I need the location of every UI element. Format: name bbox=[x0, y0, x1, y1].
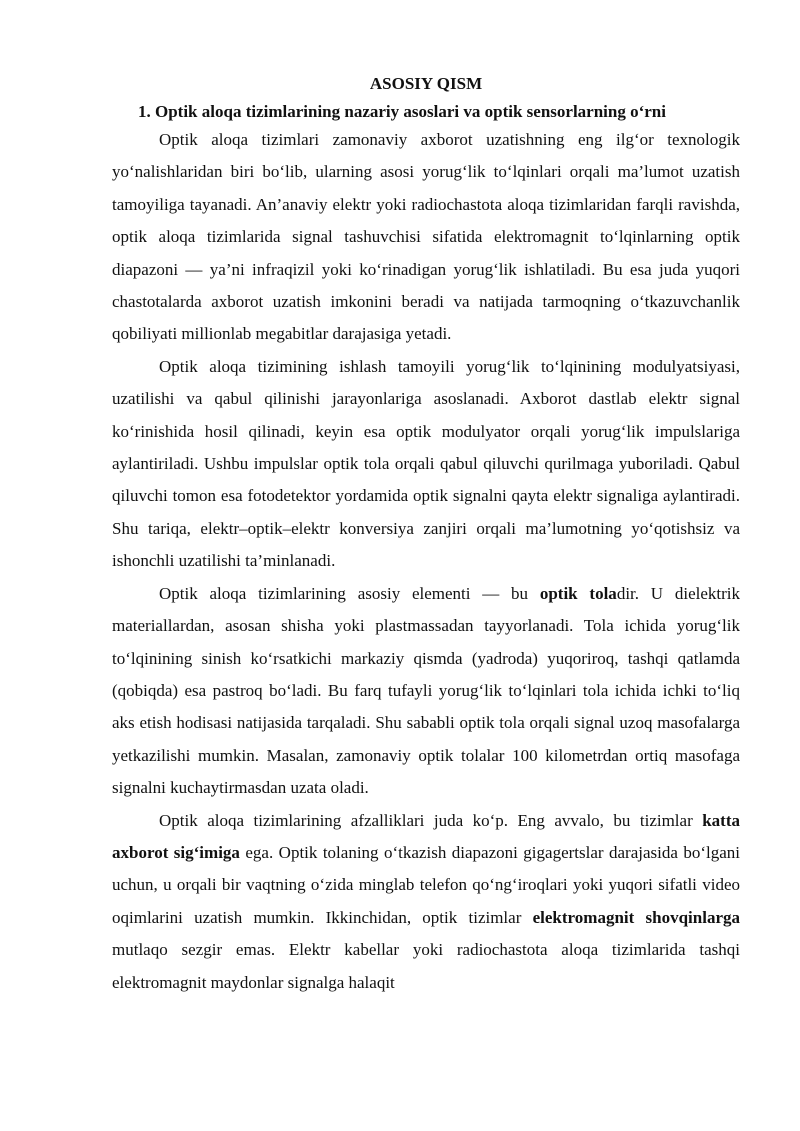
paragraph bbox=[112, 578, 740, 805]
paragraph-text: ega. Optik tolaning o‘tkazish diapazoni gigagertslar darajasida bo‘lgani uchun, u orqali bir vaqtning o‘zida minglab telefon qo‘ng‘iroqlari yoki yuqori sifatli video oqimlarini uzatish mumkin. Ikkinchidan, optik tizimlar bbox=[112, 842, 740, 927]
paragraph-text: Optik aloqa tizimlari zamonaviy axborot uzatishning eng ilg‘or texnologik yo‘nalishlaridan biri bo‘lib, ularning asosi yorug‘lik to‘lqinlari orqali ma’lumot uzatish tamoyiliga tayanadi. An’anaviy elektr yoki radiochastota aloqa tizimlaridan farqli ravishda, optik aloqa tizimlarida signal tashuvchisi sifatida elektromagnit to‘lqinlarning optik diapazoni — ya’ni infraqizil yoki ko‘rinadigan yorug‘lik ishlatiladi. Bu esa juda yuqori chastotalarda axborot uzatish imkonini beradi va natijada tarmoqning o‘tkazuvchanlik qobiliyati millionlab megabitlar darajasiga yetadi. bbox=[112, 130, 740, 344]
paragraph-text: mutlaqo sezgir emas. Elektr kabellar yoki radiochastota aloqa tizimlarida tashqi elektromagnit maydonlar signalga halaqit bbox=[112, 940, 740, 992]
subsection-title: 1. Optik aloqa tizimlarining nazariy asoslari va optik sensorlarning o‘rni bbox=[138, 102, 666, 121]
bold-term: katta axborot sig‘imiga bbox=[112, 810, 740, 862]
paragraph-text: Optik aloqa tizimining ishlash tamoyili yorug‘lik to‘lqinining modulyatsiyasi, uzatilishi va qabul qilinishi jarayonlariga asoslanadi. Axborot dastlab elektr signal ko‘rinishida hosil qilinadi, keyin esa optik modulyator orqali yorug‘lik impulslariga aylantiriladi. Ushbu impulslar optik tola orqali qabul qiluvchi qurilmaga yuboriladi. Qabul qiluvchi tomon esa fotodetektor yordamida optik signalni qayta elektr signaliga aylantiradi. Shu tariqa, elektr–optik–elektr konversiya zanjiri orqali ma’lumotning yo‘qotishsiz va ishonchli uzatilishi ta’minlanadi. bbox=[112, 356, 740, 571]
paragraph bbox=[112, 124, 740, 351]
paragraph bbox=[112, 805, 740, 999]
paragraph-text: Optik aloqa tizimlarining afzalliklari juda ko‘p. Eng avvalo, bu tizimlar bbox=[159, 810, 703, 830]
bold-term: optik tola bbox=[539, 583, 617, 603]
document-page bbox=[112, 72, 740, 999]
section-title: ASOSIY QISM bbox=[369, 74, 483, 93]
paragraph-text: dir. U dielektrik materiallardan, asosan shisha yoki plastmassadan tayyorlanadi. Tola ichida yorug‘lik to‘lqinining sinish ko‘rsatkichi markaziy qismda (yadroda) yuqoriroq, tashqi qatlamda (qobiqda) esa pastroq bo‘ladi. Bu farq tufayli yorug‘lik to‘lqinlari tola ichida ichki to‘liq aks etish hodisasi natijasida tarqaladi. Shu sababli optik tola orqali signal uzoq masofalarga yetkazilishi mumkin. Masalan, zamonaviy optik tolalar 100 kilometrdan ortiq masofaga signalni kuchaytirmasdan uzata oladi. bbox=[112, 583, 740, 798]
paragraph bbox=[112, 351, 740, 578]
bold-term: elektromagnit shovqinlarga bbox=[532, 907, 740, 927]
paragraph-text: Optik aloqa tizimlarining asosiy elementi — bu bbox=[159, 583, 540, 603]
